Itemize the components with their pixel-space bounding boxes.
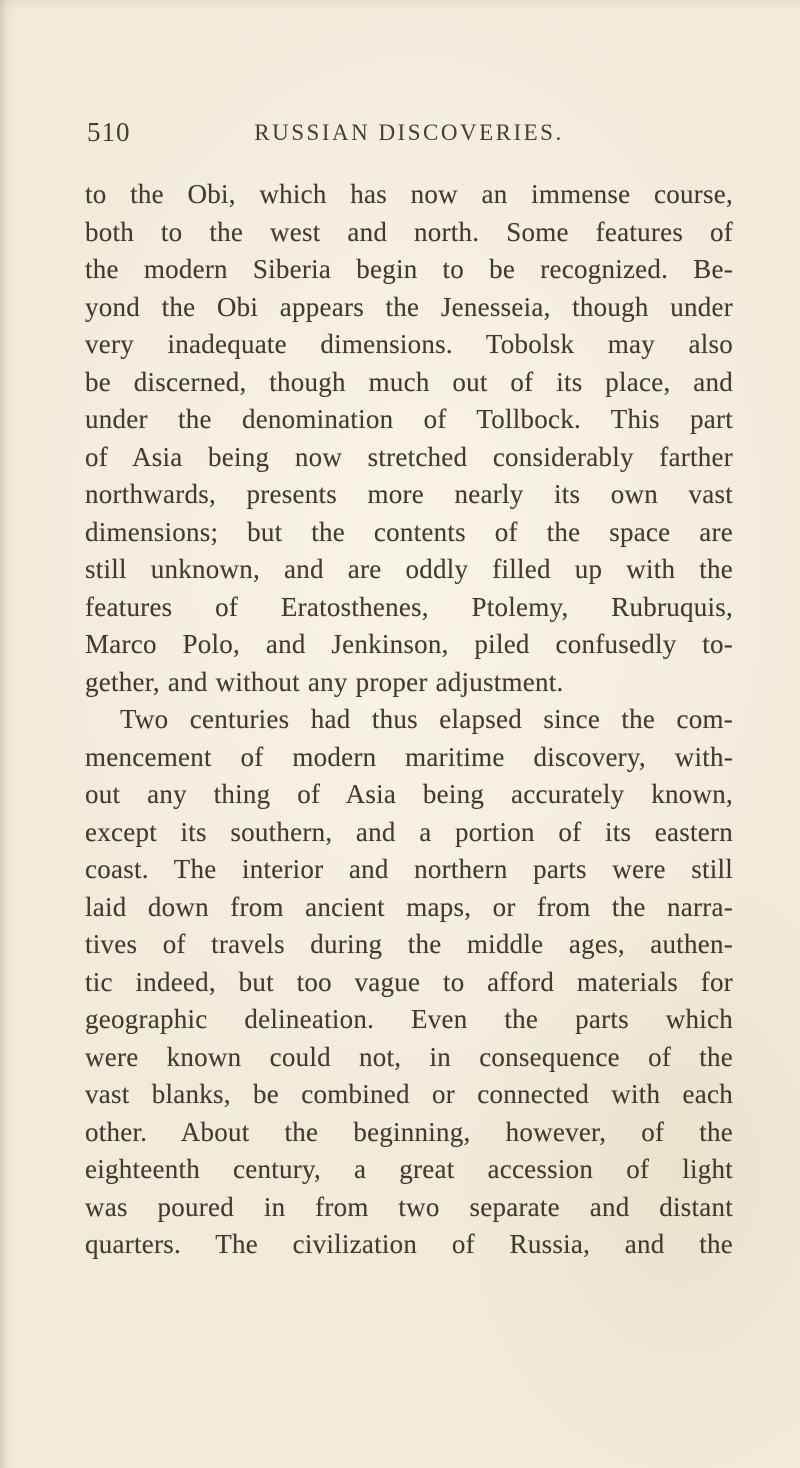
text-line: tic indeed, but too vague to afford materials for: [85, 966, 733, 997]
text-line: eighteenth century, a great accession of light: [85, 1154, 733, 1184]
text-line: were known could not, in consequence of the: [85, 1041, 733, 1072]
text-line: laid down from ancient maps, or from the narra-: [85, 891, 733, 922]
text-line: gether, and without any proper adjustment.: [85, 666, 564, 697]
text-line: out any thing of Asia being accurately known,: [85, 779, 733, 809]
text-line: vast blanks, be combined or connected with each: [85, 1079, 733, 1109]
text-line: be discerned, though much out of its place, and: [85, 366, 733, 397]
text-line: both to the west and north. Some features of: [85, 216, 733, 247]
text-line: mencement of modern maritime discovery, with-: [85, 741, 733, 772]
text-line: tives of travels during the middle ages, authen-: [85, 929, 733, 959]
text-line: of Asia being now stretched considerably farther: [85, 441, 733, 472]
text-line: very inadequate dimensions. Tobolsk may also: [85, 329, 733, 359]
text-line: Marco Polo, and Jenkinson, piled confusedly to-: [85, 629, 733, 659]
text-line: other. About the beginning, however, of the: [85, 1116, 733, 1147]
text-line: the modern Siberia begin to be recognized. Be-: [85, 254, 733, 284]
running-head: RUSSIAN DISCOVERIES.: [254, 120, 564, 145]
text-line: Two centuries had thus elapsed since the com-: [120, 704, 733, 734]
text-line: except its southern, and a portion of its eastern: [85, 816, 733, 847]
text-line: quarters. The civilization of Russia, and the: [85, 1229, 733, 1259]
text-line: features of Eratosthenes, Ptolemy, Rubruquis,: [85, 591, 733, 622]
text-line: still unknown, and are oddly filled up with the: [85, 554, 733, 584]
text-line: dimensions; but the contents of the space are: [85, 516, 733, 547]
text-line: coast. The interior and northern parts were still: [85, 854, 733, 884]
text-line: northwards, presents more nearly its own vast: [85, 479, 733, 509]
text-line: to the Obi, which has now an immense course,: [85, 179, 733, 209]
page-number: 510: [87, 117, 131, 147]
body-text: [85, 176, 733, 1264]
text-line: geographic delineation. Even the parts which: [85, 1004, 733, 1034]
text-line: was poured in from two separate and distant: [85, 1191, 733, 1222]
text-line: yond the Obi appears the Jenesseia, though under: [85, 291, 733, 322]
page-header: [85, 116, 733, 150]
text-line: under the denomination of Tollbock. This part: [85, 404, 733, 434]
